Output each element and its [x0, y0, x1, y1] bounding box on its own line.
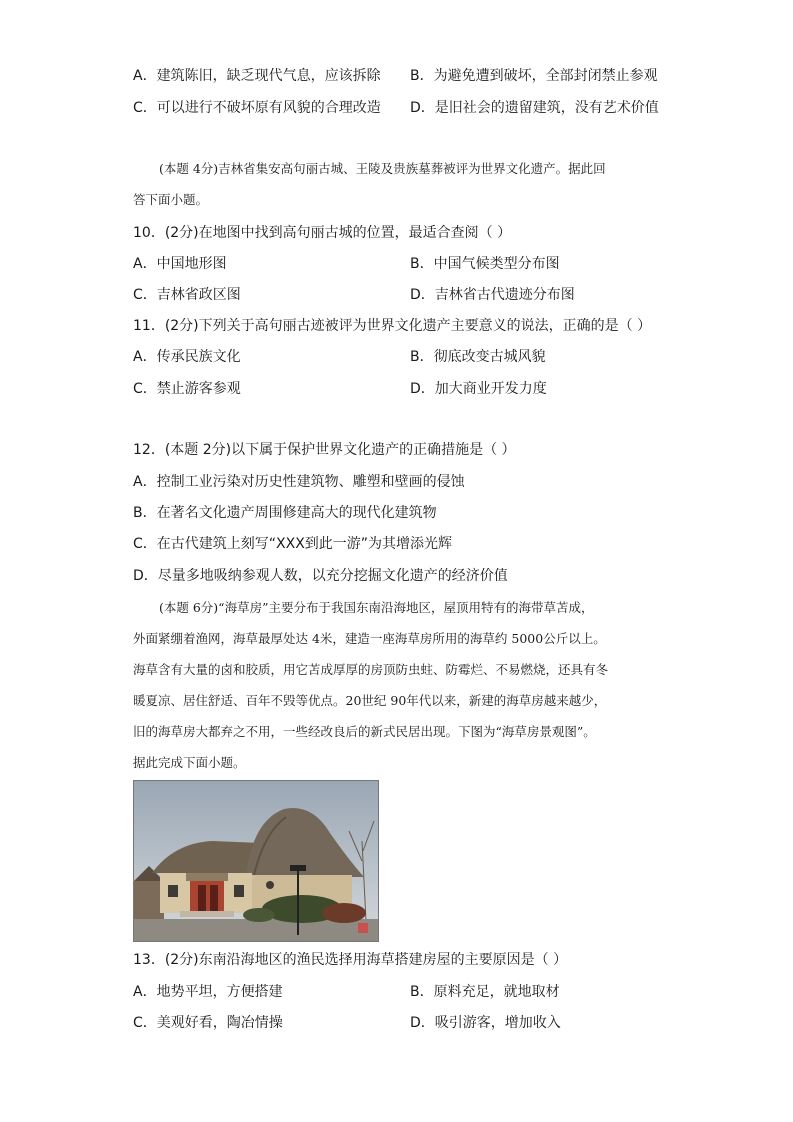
q12-option-a: A．控制工业污染对历史性建筑物、雕塑和壁画的侵蚀 — [133, 474, 465, 490]
q12-option-b: B．在著名文化遗产周围修建高大的现代化建筑物 — [133, 505, 437, 521]
intro-13-line1: (本题 6分)“海草房”主要分布于我国东南沿海地区，屋顶用特有的海带草苫成， — [159, 600, 594, 615]
q10-option-c: C．吉林省政区图 — [133, 287, 241, 303]
intro-13-line5: 旧的海草房大都弃之不用，一些经改良后的新式民居出现。下图为“海草房景观图”。 — [133, 724, 596, 739]
intro-10-11-line1: (本题 4分)吉林省集安高句丽古城、王陵及贵族墓葬被评为世界文化遗产。据此回 — [159, 161, 606, 176]
q12-option-c: C．在古代建筑上刻写“XXX到此一游”为其增添光辉 — [133, 536, 453, 552]
q11-option-d: D．加大商业开发力度 — [410, 381, 547, 397]
q9-option-d: D．是旧社会的遗留建筑，没有艺术价值 — [410, 100, 659, 116]
intro-13-line6: 据此完成下面小题。 — [133, 755, 246, 770]
q13-option-c: C．美观好看，陶冶情操 — [133, 1015, 283, 1031]
seaweed-house-photo — [133, 780, 379, 942]
intro-13-line4: 暖夏凉、居住舒适、百年不毁等优点。20世纪 90年代以来，新建的海草房越来越少， — [133, 693, 607, 708]
q11-stem: 11．(2分)下列关于高句丽古迹被评为世界文化遗产主要意义的说法，正确的是（ ） — [133, 318, 652, 334]
q12-option-d: D．尽量多地吸纳参观人数，以充分挖掘文化遗产的经济价值 — [133, 568, 508, 584]
q13-option-b: B．原料充足，就地取材 — [410, 984, 560, 1000]
intro-10-11 — [133, 153, 663, 215]
q13-option-d: D．吸引游客，增加收入 — [410, 1015, 561, 1031]
q11-option-a: A．传承民族文化 — [133, 349, 241, 365]
intro-10-11-line2: 答下面小题。 — [133, 192, 209, 207]
intro-13-line2: 外面紧绷着渔网，海草最厚处达 4米，建造一座海草房所用的海草约 5000公斤以上。 — [133, 631, 606, 646]
q9-option-a: A．建筑陈旧，缺乏现代气息，应该拆除 — [133, 68, 381, 84]
q11-option-b: B．彻底改变古城风貌 — [410, 349, 546, 365]
q9-option-c: C．可以进行不破坏原有风貌的合理改造 — [133, 100, 381, 116]
q10-option-d: D．吉林省古代遗迹分布图 — [410, 287, 575, 303]
q12-stem: 12．(本题 2分)以下属于保护世界文化遗产的正确措施是（ ） — [133, 442, 516, 458]
q10-option-a: A．中国地形图 — [133, 256, 227, 272]
q13-option-a: A．地势平坦，方便搭建 — [133, 984, 283, 1000]
intro-13-line3: 海草含有大量的卤和胶质，用它苫成厚厚的房顶防虫蛀、防霉烂、不易燃烧，还具有冬 — [133, 662, 609, 677]
q13-stem: 13．(2分)东南沿海地区的渔民选择用海草搭建房屋的主要原因是（ ） — [133, 952, 568, 968]
q9-option-b: B．为避免遭到破坏，全部封闭禁止参观 — [410, 68, 658, 84]
q10-stem: 10．(2分)在地图中找到高句丽古城的位置，最适合查阅（ ） — [133, 225, 512, 241]
intro-13 — [133, 592, 663, 778]
q10-option-b: B．中国气候类型分布图 — [410, 256, 560, 272]
q11-option-c: C．禁止游客参观 — [133, 381, 241, 397]
